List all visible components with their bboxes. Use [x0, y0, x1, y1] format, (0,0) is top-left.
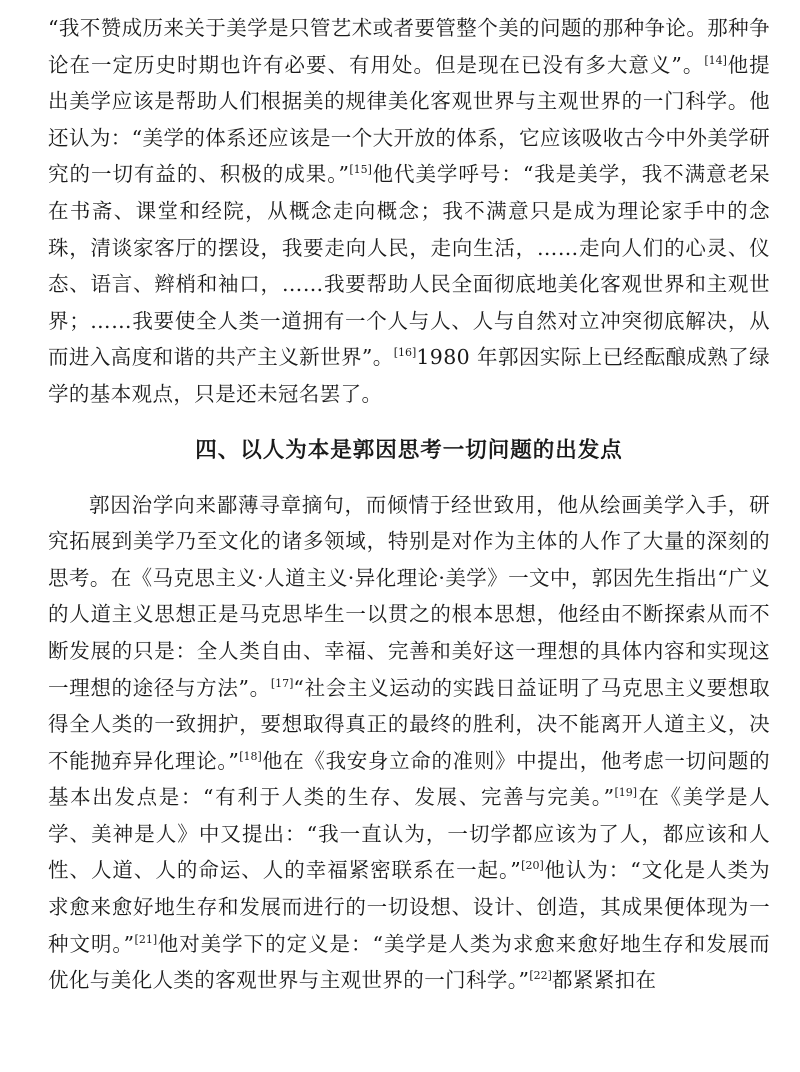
text-run: 他代美学呼号：“我是美学，我不满意老呆在书斋、课堂和经院，从概念走向概念；我不满意只是成为理论家手中的念珠，清谈家客厅的摆设，我要走向人民，走向生活，……走向人们的心灵、仪态、语言、辫梢和袖口，……我要帮助人民全面彻底地美化客观世界和主观世界；……我要使全人类一道拥有一个人与人、人与自然对立冲突彻底解决，从而进入高度和谐的共产主义新世界”。 [48, 162, 770, 370]
footnote-ref: [21] [134, 932, 158, 946]
footnote-ref: [17] [270, 676, 294, 690]
text-run: 都紧紧扣在 [551, 968, 657, 993]
body-paragraph [48, 10, 770, 413]
footnote-ref: [22] [529, 969, 552, 983]
body-paragraph [48, 487, 770, 999]
text-run: 郭因治学向来鄙薄寻章摘句，而倾情于经世致用，他从绘画美学入手，研究拓展到美学乃至文化的诸多领域，特别是对作为主体的人作了大量的深刻的思考。在《马克思主义·人道主义·异化理论·美学》一文中，郭因先生指出“广义的人道主义思想正是马克思毕生一以贯之的根本思想，他经由不断探索从而不断发展的只是：全人类自由、幸福、完善和美好这一理想的具体内容和实现这一理想的途径与方法”。 [48, 492, 770, 700]
text-run: 在《美学是人学、美神是人》中又提出：“我一直认为，一切学都应该为了人，都应该和人性、人道、人的命运、人的幸福紧密联系在一起。” [48, 785, 770, 883]
footnote-ref: [16] [393, 346, 417, 360]
text-run: “社会主义运动的实践日益证明了马克思主义要想取得全人类的一致拥护，要想取得真正的最终的胜利，决不能离开人道主义，决不能抛弃异化理论。” [48, 675, 770, 773]
footnote-ref: [19] [614, 786, 638, 800]
document-page [48, 10, 770, 999]
section-heading: 四、以人为本是郭因思考一切问题的出发点 [195, 437, 623, 463]
footnote-ref: [20] [521, 859, 544, 873]
text-run: 他在《我安身立命的准则》中提出，他考虑一切问题的基本出发点是：“有利于人类的生存、发展、完善与完美。” [48, 748, 770, 810]
text-run: 他提出美学应该是帮助人们根据美的规律美化客观世界与主观世界的一门科学。他还认为：“美学的体系还应该是一个大开放的体系，它应该吸收古今中外美学研究的一切有益的、积极的成果。” [48, 52, 770, 187]
footnote-ref: [14] [704, 53, 727, 67]
text-run: 1980 年郭因实际上已经酝酿成熟了绿学的基本观点，只是还未冠名罢了。 [48, 345, 770, 406]
footnote-ref: [15] [349, 163, 372, 177]
text-run: 他认为：“文化是人类为求愈来愈好地生存和发展而进行的一切设想、设计、创造，其成果便体现为一种文明。” [48, 858, 770, 956]
text-run: “我不赞成历来关于美学是只管艺术或者要管整个美的问题的那种争论。那种争论在一定历史时期也许有必要、有用处。但是现在已没有多大意义”。 [48, 16, 770, 77]
text-run: 他对美学下的定义是：“美学是人类为求愈来愈好地生存和发展而优化与美化人类的客观世界与主观世界的一门科学。” [48, 931, 770, 993]
footnote-ref: [18] [239, 749, 262, 763]
